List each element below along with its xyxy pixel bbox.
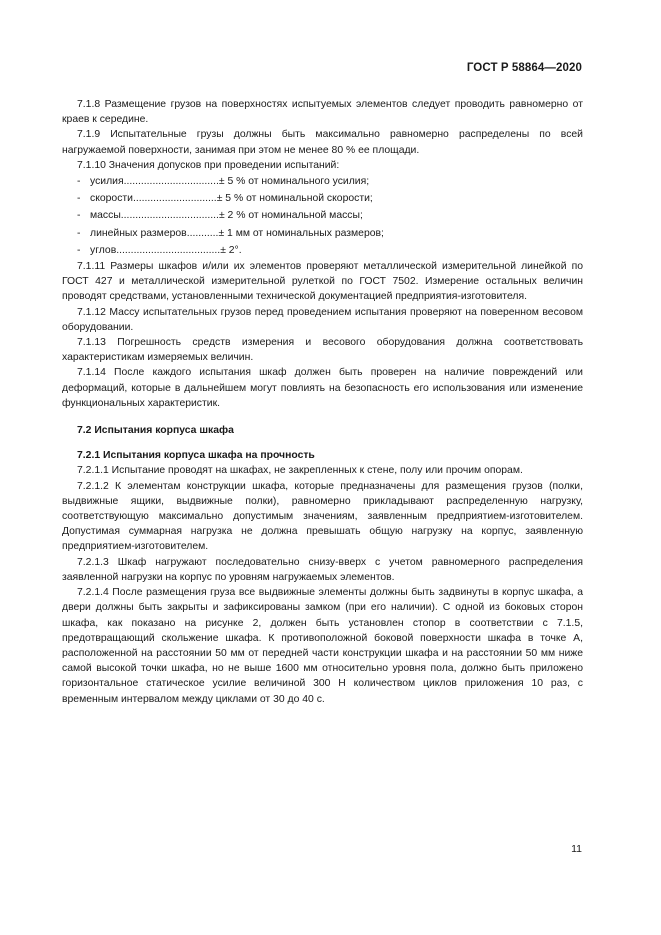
tolerance-value: ± 1 мм от номинальных размеров; [218, 227, 384, 239]
tolerance-list [62, 173, 583, 259]
list-item [62, 225, 583, 242]
clause-7-1-11: 7.1.11 Размеры шкафов и/или их элементов проверяют металлической измерительной линейкой по ГОСТ 427 и металлической измерительной рулеткой по ГОСТ 7502. Измерение остальных величин проводят средствами, установленными технической документацией предприятия-изготовителя. [62, 261, 583, 303]
list-item [62, 173, 583, 190]
tolerance-name: усилия [90, 176, 124, 188]
document-body [62, 97, 583, 707]
list-dash: - [77, 193, 81, 205]
leader-dots: ................................. [123, 176, 219, 188]
spacer [62, 411, 583, 423]
clause-7-2-1-3: 7.2.1.3 Шкаф нагружают последовательно снизу-вверх с учетом равномерного распределения заявленной нагрузки на корпус по уровням нагружаемых элементов. [62, 556, 583, 583]
leader-dots: ............................. [132, 193, 217, 205]
list-item [62, 242, 583, 259]
clause-7-1-12: 7.1.12 Массу испытательных грузов перед проведением испытания проверяют на поверенном весовом оборудовании. [62, 306, 583, 333]
clause-7-2-1-2: 7.2.1.2 К элементам конструкции шкафа, которые предназначены для размещения грузов (полки, выдвижные ящики, выдвижные полки), равномерно прикладывают распределенную нагрузку, соответствующую максимально допустимым значениям, заявленным предприятием-изготовителем. Допустимая суммарная нагрузка не должна превышать общую нагрузку на корпус, заявленную предприятием-изготовителем. [62, 480, 583, 553]
tolerance-value: ± 2°. [220, 244, 242, 256]
leader-dots: ........... [186, 227, 219, 239]
list-dash: - [77, 227, 81, 239]
list-item [62, 207, 583, 224]
list-dash: - [77, 210, 81, 222]
list-dash: - [77, 176, 81, 188]
clause-7-1-10: 7.1.10 Значения допусков при проведении испытаний: [77, 159, 340, 171]
section-heading-7-2: 7.2 Испытания корпуса шкафа [77, 425, 234, 437]
clause-7-1-9: 7.1.9 Испытательные грузы должны быть максимально равномерно распределены по всей нагружаемой поверхности, занимая при этом не менее 80 % ее площади. [62, 129, 583, 156]
tolerance-value: ± 2 % от номинальной массы; [218, 210, 363, 222]
clause-7-1-14: 7.1.14 После каждого испытания шкаф должен быть проверен на наличие повреждений или деформаций, которые в дальнейшем могут повлиять на безопасность его использования или изменение функциональных характеристик. [62, 367, 583, 409]
spacer [62, 438, 583, 448]
clause-7-1-13: 7.1.13 Погрешность средств измерения и весового оборудования должна соответствовать характеристикам измеряемых величин. [62, 337, 583, 364]
page-number: 11 [571, 843, 582, 855]
tolerance-name: углов [90, 244, 117, 256]
clause-7-2-1-4: 7.2.1.4 После размещения груза все выдвижные элементы должны быть задвинуты в корпус шкафа, а двери должны быть закрыты и зафиксированы замком (при его наличии). С одной из боковых сторон шкафа, как показано на рисунке 2, должен быть установлен стопор в соответствии с 7.1.5, предотвращающий скольжение шкафа. К противоположной боковой поверхности шкафа в точке А, расположенной на расстоянии 50 мм от передней части конструкции шкафа и на расстоянии 50 мм ниже самой высокой точки шкафа, но не выше 1600 мм относительно уровня пола, должно быть приложено горизонтальное статическое усилие величиной 300 Н количеством циклов приложения 10 раз, с временным интервалом между циклами от 30 до 40 с. [62, 587, 583, 705]
tolerance-value: ± 5 % от номинальной скорости; [216, 193, 373, 205]
leader-dots: .................................. [120, 210, 219, 222]
leader-dots: .................................... [116, 244, 221, 256]
clause-7-1-8: 7.1.8 Размещение грузов на поверхностях испытуемых элементов следует проводить равномерно от краев к середине. [62, 99, 583, 126]
tolerance-name: линейных размеров [90, 227, 187, 239]
tolerance-name: скорости [90, 193, 133, 205]
clause-7-2-1-1: 7.2.1.1 Испытание проводят на шкафах, не закрепленных к стене, полу или прочим опорам. [77, 465, 523, 477]
list-item [62, 190, 583, 207]
list-dash: - [77, 244, 81, 256]
document-code: ГОСТ Р 58864—2020 [466, 62, 582, 74]
tolerance-value: ± 5 % от номинального усилия; [218, 176, 370, 188]
tolerance-name: массы [90, 210, 121, 222]
subsection-heading-7-2-1: 7.2.1 Испытания корпуса шкафа на прочность [77, 450, 315, 462]
